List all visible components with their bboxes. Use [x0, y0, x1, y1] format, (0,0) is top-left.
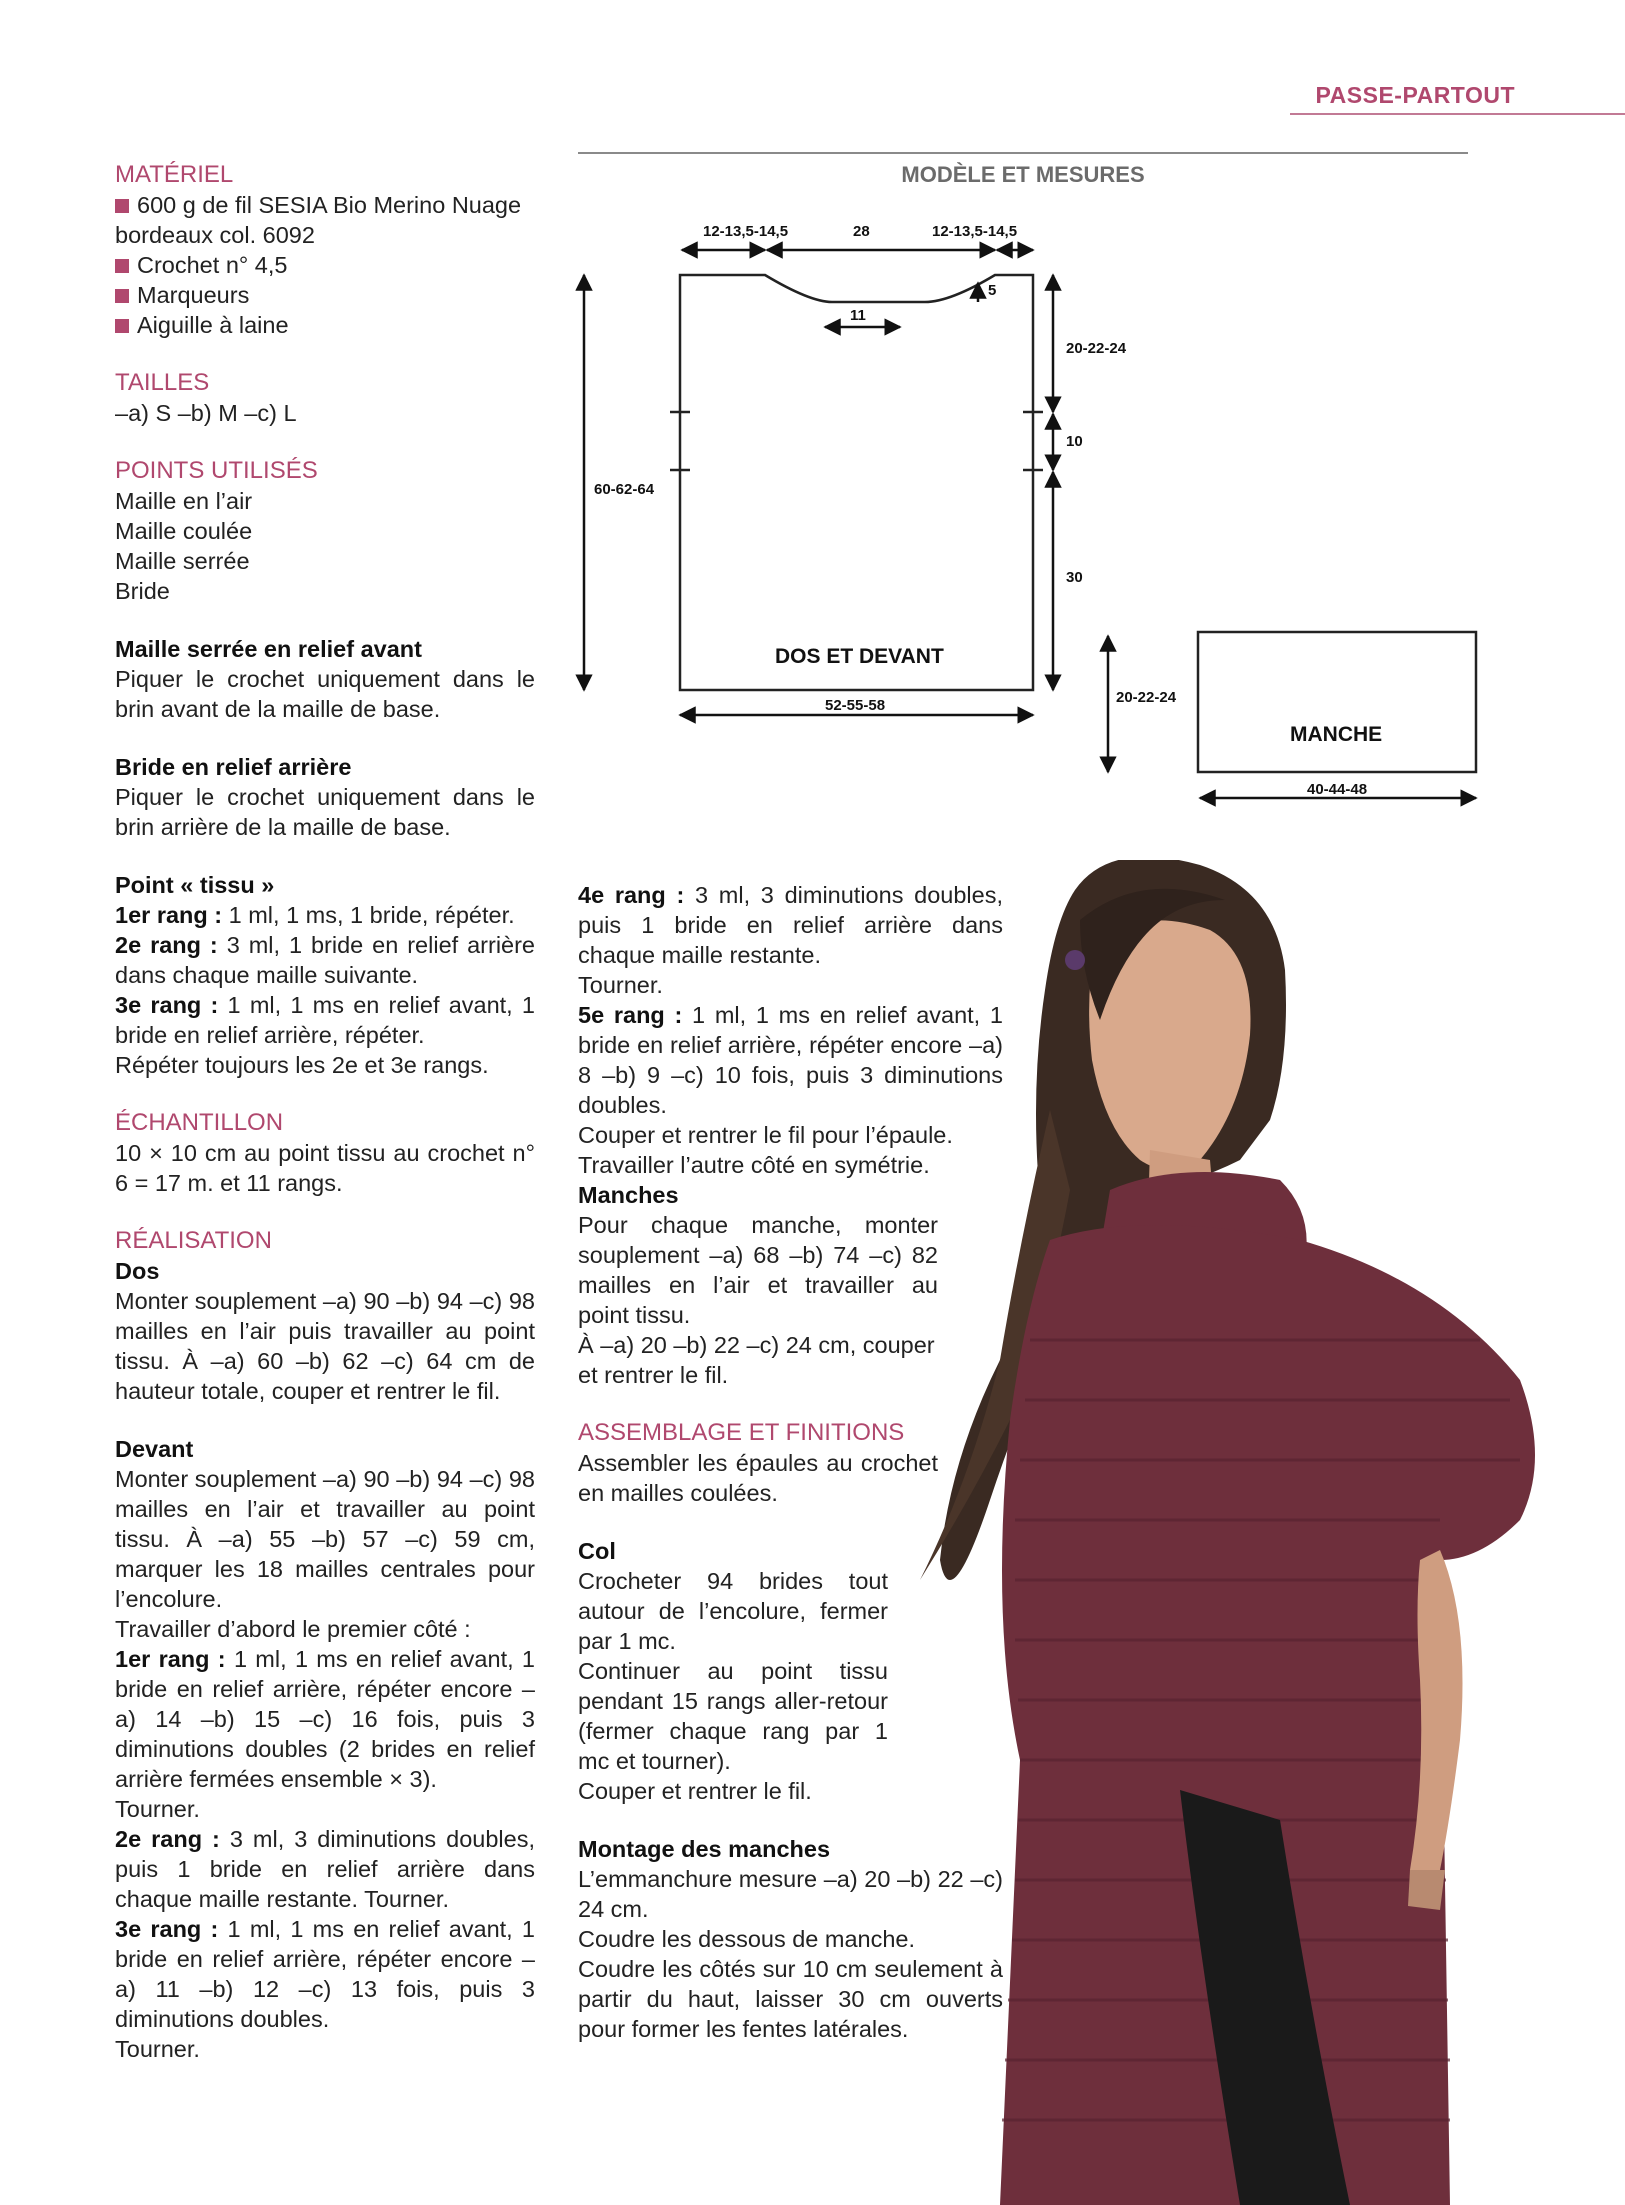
- point-item: Maille coulée: [115, 518, 253, 544]
- devant-first: Travailler d’abord le premier côté :: [115, 1616, 471, 1642]
- schematic-diagram: [570, 200, 1510, 830]
- tissu-title: Point « tissu »: [115, 872, 275, 898]
- dos-title: Dos: [115, 1258, 160, 1284]
- montage-text-3: Coudre les côtés sur 10 cm seulement à partir du haut, laisser 30 cm ouverts pour former les fentes latérales.: [578, 1956, 1003, 2042]
- montage-text-2: Coudre les dessous de manche.: [578, 1926, 916, 1952]
- materiel-item: Aiguille à laine: [115, 310, 535, 340]
- devant-row-1: 1er rang : 1 ml, 1 ms en relief avant, 1 bride en relief arrière, répéter encore –a) 14 –b) 15 –c) 16 fois, puis 3 diminutions doubles (2 brides en relief arrière fermées ensemble × 3).: [115, 1646, 535, 1792]
- section-header: PASSE-PARTOUT: [1315, 82, 1515, 108]
- msra-title: Maille serrée en relief avant: [115, 636, 422, 662]
- dim-neck-inner: 11: [850, 307, 866, 324]
- brar-title: Bride en relief arrière: [115, 754, 352, 780]
- dos-text: Monter souplement –a) 90 –b) 94 –c) 98 mailles en l’air puis travailler au point tissu. À –a) 60 –b) 62 –c) 64 cm de hauteur totale, couper et rentrer le fil.: [115, 1288, 535, 1404]
- devant-row-2: 2e rang : 3 ml, 3 diminutions doubles, puis 1 bride en relief arrière dans chaque maille restante. Tourner.: [115, 1826, 535, 1912]
- assemblage-title: ASSEMBLAGE ET FINITIONS: [578, 1419, 905, 1446]
- col-text-2: Continuer au point tissu pendant 15 rangs aller-retour (fermer chaque rang par 1 mc et tourner).: [578, 1658, 888, 1774]
- dim-total-height: 60-62-64: [594, 481, 655, 498]
- sleeve-label: MANCHE: [1290, 723, 1383, 746]
- row-4-turn: Tourner.: [578, 972, 663, 998]
- devant-turn-1: Tourner.: [115, 1796, 200, 1822]
- dim-armhole: 20-22-24: [1066, 340, 1127, 357]
- devant-title: Devant: [115, 1436, 194, 1462]
- montage-title: Montage des manches: [578, 1836, 831, 1862]
- realisation-title: RÉALISATION: [115, 1227, 272, 1254]
- col-text: Crocheter 94 brides tout autour de l’encolure, fermer par 1 mc.: [578, 1568, 888, 1654]
- dim-neck-width: 28: [853, 223, 870, 240]
- dim-shoulder-right: 12-13,5-14,5: [932, 223, 1018, 240]
- point-item: Maille serrée: [115, 548, 250, 574]
- tissu-row-2: 2e rang : 3 ml, 1 bride en relief arrière dans chaque maille suivante.: [115, 932, 536, 988]
- materiel-item: Crochet n° 4,5: [115, 250, 535, 280]
- materiel-title: MATÉRIEL: [115, 161, 234, 188]
- body-label: DOS ET DEVANT: [775, 645, 944, 668]
- devant-text: Monter souplement –a) 90 –b) 94 –c) 98 mailles en l’air et travailler au point tissu. À –a) 55 –b) 57 –c) 59 cm, marquer les 18 mailles centrales pour l’encolure.: [115, 1466, 535, 1612]
- row-5-sym: Travailler l’autre côté en symétrie.: [578, 1152, 930, 1178]
- row-4: 4e rang : 3 ml, 3 diminutions doubles, puis 1 bride en relief arrière dans chaque maille restante.: [578, 882, 1003, 968]
- dim-sleeve-height: 20-22-24: [1116, 689, 1177, 706]
- body-outline: [680, 275, 1033, 690]
- materiel-item: Marqueurs: [115, 280, 535, 310]
- hair-clip: [1065, 950, 1085, 970]
- devant-row-3: 3e rang : 1 ml, 1 ms en relief avant, 1 bride en relief arrière, répéter encore –a) 11 –b) 12 –c) 13 fois, puis 3 diminutions doubles.: [115, 1916, 535, 2032]
- diagram-title: MODÈLE ET MESURES: [901, 162, 1145, 187]
- point-item: Maille en l’air: [115, 488, 253, 514]
- dim-slit: 30: [1066, 569, 1083, 586]
- tailles-text: –a) S –b) M –c) L: [115, 400, 297, 426]
- msra-text: Piquer le crochet uniquement dans le brin avant de la maille de base.: [115, 666, 535, 722]
- model-photo: [880, 860, 1625, 2205]
- tissu-repeat: Répéter toujours les 2e et 3e rangs.: [115, 1052, 489, 1078]
- row-5: 5e rang : 1 ml, 1 ms en relief avant, 1 bride en relief arrière, répéter encore –a) 8 –b) 9 –c) 10 fois, puis 3 diminutions doubles.: [578, 1002, 1003, 1118]
- echantillon-title: ÉCHANTILLON: [115, 1109, 284, 1136]
- diagram-rule: [578, 152, 1468, 154]
- dim-body-width: 52-55-58: [825, 697, 886, 714]
- materiel-item: 600 g de fil SESIA Bio Merino Nuage bordeaux col. 6092: [115, 190, 535, 250]
- manches-text-2: À –a) 20 –b) 22 –c) 24 cm, couper et rentrer le fil.: [578, 1332, 935, 1388]
- header-rule-top: [1290, 113, 1625, 115]
- sleeve-outline: [1198, 632, 1476, 772]
- dim-neck-depth: 5: [988, 282, 997, 299]
- point-item: Bride: [115, 578, 170, 604]
- brar-text: Piquer le crochet uniquement dans le brin arrière de la maille de base.: [115, 784, 535, 840]
- dim-sleeve-width: 40-44-48: [1307, 781, 1368, 798]
- tissu-row-1: 1er rang : 1 ml, 1 ms, 1 bride, répéter.: [115, 902, 515, 928]
- tissu-row-3: 3e rang : 1 ml, 1 ms en relief avant, 1 bride en relief arrière, répéter.: [115, 992, 535, 1048]
- manches-title: Manches: [578, 1182, 679, 1208]
- tailles-title: TAILLES: [115, 369, 210, 396]
- assemblage-text: Assembler les épaules au crochet en mailles coulées.: [578, 1450, 938, 1506]
- echantillon-text: 10 × 10 cm au point tissu au crochet n° 6 = 17 m. et 11 rangs.: [115, 1140, 535, 1196]
- manches-text: Pour chaque manche, monter souplement –a) 68 –b) 74 –c) 82 mailles en l’air et travailler au point tissu.: [578, 1212, 938, 1328]
- dim-side-seam: 10: [1066, 433, 1083, 450]
- col-title: Col: [578, 1538, 616, 1564]
- points-title: POINTS UTILISÉS: [115, 457, 318, 484]
- row-5-cut: Couper et rentrer le fil pour l’épaule.: [578, 1122, 953, 1148]
- col-text-3: Couper et rentrer le fil.: [578, 1778, 812, 1804]
- devant-turn-3: Tourner.: [115, 2036, 200, 2062]
- dim-shoulder-left: 12-13,5-14,5: [703, 223, 789, 240]
- left-column: [115, 160, 535, 2064]
- montage-text: L’emmanchure mesure –a) 20 –b) 22 –c) 24 cm.: [578, 1866, 1003, 1922]
